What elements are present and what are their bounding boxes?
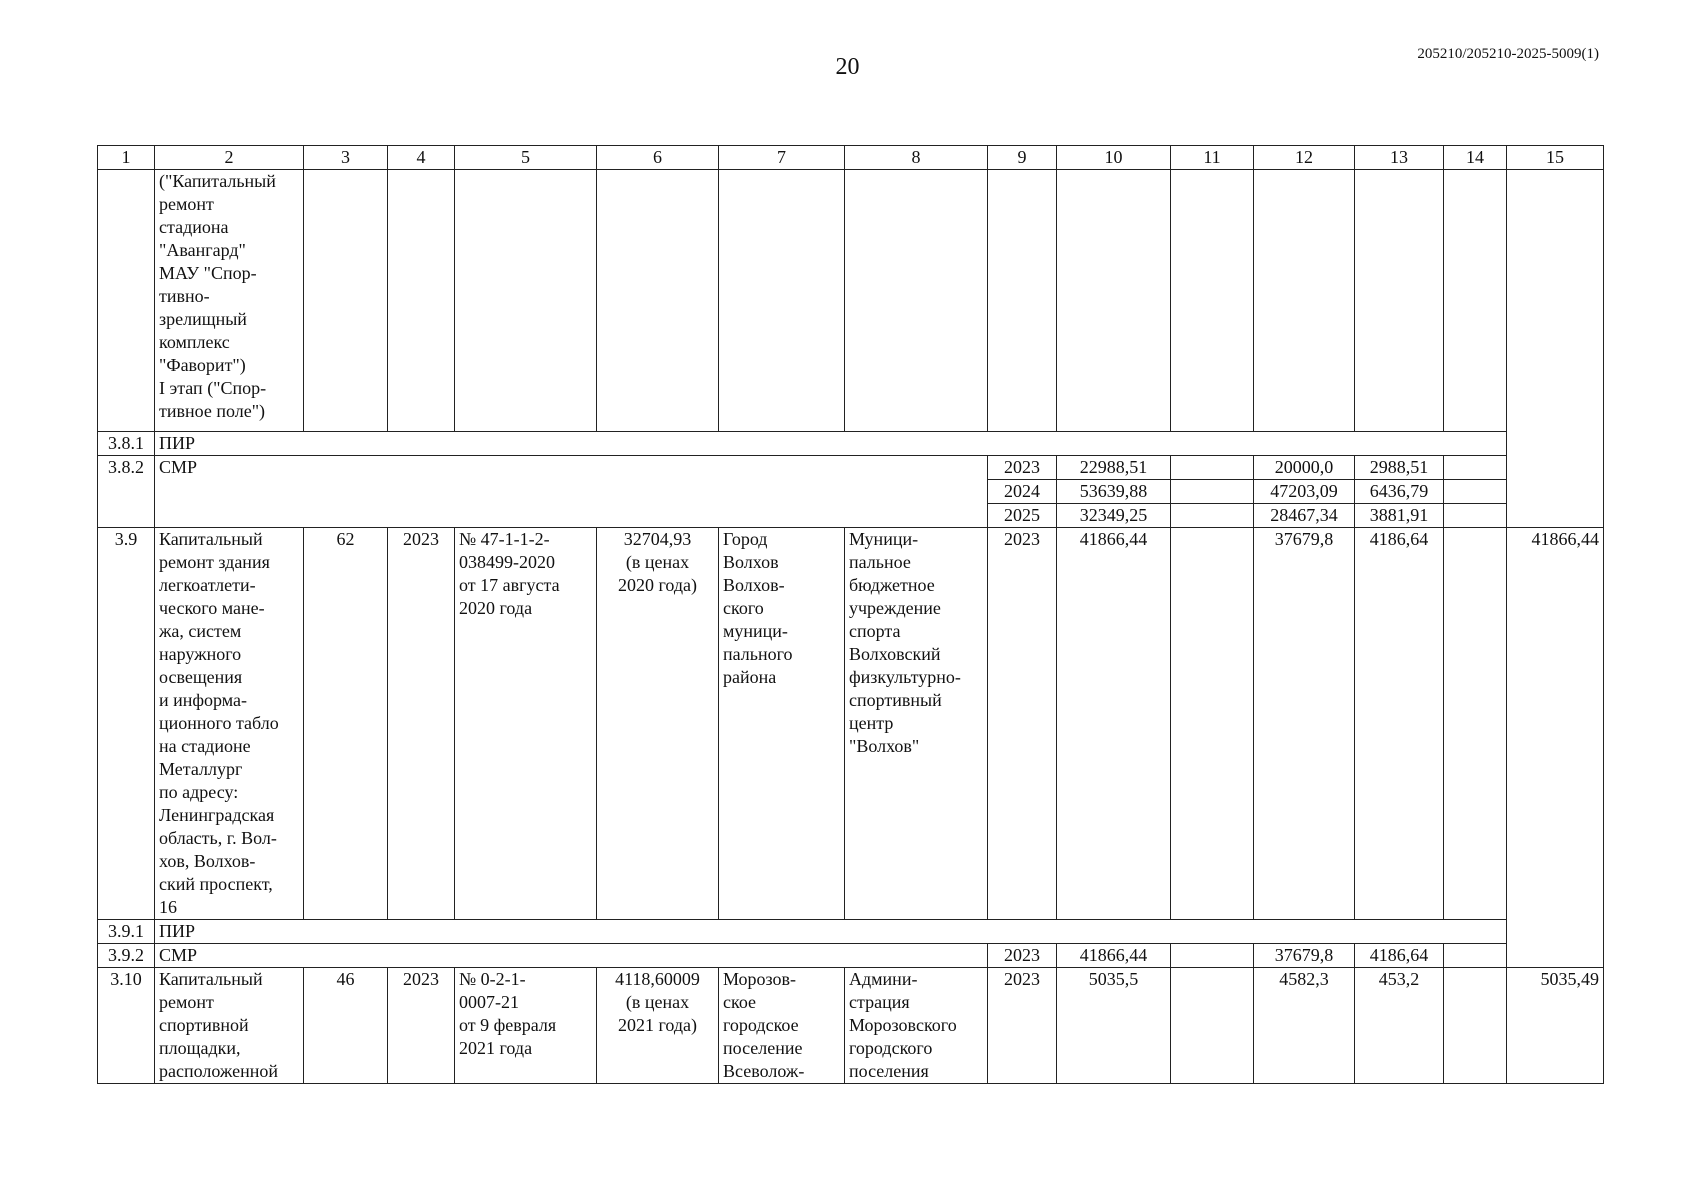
year-cell: 2023	[988, 944, 1057, 968]
row-number: 3.9	[98, 528, 155, 920]
expertise-line: 2021 года	[459, 1038, 533, 1058]
estimate-line: 2021 года)	[617, 1015, 698, 1035]
empty-cell	[1444, 456, 1507, 480]
header-cell: 9	[988, 146, 1057, 170]
row-number: 3.9.2	[98, 944, 155, 968]
year-cell: 2023	[988, 968, 1057, 1084]
row-number: 3.8.2	[98, 456, 155, 528]
object-name-line: Ленинградская	[159, 805, 275, 825]
municipality-cell	[719, 528, 845, 920]
year-cell: 2025	[988, 504, 1057, 528]
table-row-3-9	[98, 528, 1604, 920]
year-cell: 2023	[988, 456, 1057, 480]
object-name-line: ("Капитальный	[159, 171, 276, 191]
estimate-line: 4118,60009	[615, 969, 700, 989]
year-cell: 2024	[988, 480, 1057, 504]
municipality-line: Морозов-	[723, 969, 797, 989]
row-label: СМР	[155, 944, 988, 968]
customer-line: страция	[849, 992, 910, 1012]
expertise-line: № 47-1-1-2-	[459, 529, 550, 549]
regional-cell: 20000,0	[1254, 456, 1355, 480]
object-name-cell	[155, 170, 304, 432]
customer-line: "Волхов"	[849, 736, 920, 756]
customer-line: Админи-	[849, 969, 918, 989]
empty-cell	[719, 170, 845, 432]
row-number: 3.9.1	[98, 920, 155, 944]
total-cell: 53639,88	[1057, 480, 1171, 504]
estimate-line: 2020 года)	[617, 575, 698, 595]
empty-cell	[1355, 170, 1444, 432]
local-cell: 453,2	[1355, 968, 1444, 1084]
object-name-line: зрелищный	[159, 309, 247, 329]
regional-cell: 37679,8	[1254, 528, 1355, 920]
customer-line: спорта	[849, 621, 901, 641]
header-cell: 12	[1254, 146, 1355, 170]
row-label: ПИР	[155, 920, 1507, 944]
expertise-line: от 17 августа	[459, 575, 560, 595]
header-cell: 11	[1171, 146, 1254, 170]
header-cell: 2	[155, 146, 304, 170]
expertise-cell	[455, 528, 597, 920]
empty-cell	[1444, 170, 1507, 432]
estimate-line: (в ценах	[625, 992, 690, 1012]
header-cell: 3	[304, 146, 388, 170]
empty-cell	[1444, 968, 1507, 1084]
col3-cell: 62	[304, 528, 388, 920]
expertise-line: 0007-21	[459, 992, 519, 1012]
cell-num	[98, 170, 155, 432]
object-name-line: ремонт	[159, 194, 214, 214]
header-cell: 10	[1057, 146, 1171, 170]
municipality-line: ского	[723, 598, 764, 618]
header-cell: 7	[719, 146, 845, 170]
estimate-line: (в ценах	[625, 552, 690, 572]
local-cell: 4186,64	[1355, 944, 1444, 968]
empty-cell	[1171, 456, 1254, 480]
object-name-line: Капитальный	[159, 969, 263, 989]
customer-line: центр	[849, 713, 894, 733]
header-cell: 15	[1507, 146, 1604, 170]
object-name-line: стадиона	[159, 217, 229, 237]
object-name-line: ционного табло	[159, 713, 279, 733]
object-name-line: Капитальный	[159, 529, 263, 549]
table-row-3-10	[98, 968, 1604, 1084]
row-number: 3.8.1	[98, 432, 155, 456]
object-name-line: на стадионе	[159, 736, 251, 756]
col4-cell: 2023	[388, 968, 455, 1084]
empty-cell	[845, 170, 988, 432]
customer-line: бюджетное	[849, 575, 935, 595]
object-name-line: площадки,	[159, 1038, 241, 1058]
object-name-line: область, г. Вол-	[159, 828, 277, 848]
empty-cell	[304, 170, 388, 432]
local-cell: 2988,51	[1355, 456, 1444, 480]
municipality-line: Волхов-	[723, 575, 785, 595]
regional-cell: 28467,34	[1254, 504, 1355, 528]
estimate-line: 32704,93	[623, 529, 692, 549]
municipality-line: Город	[723, 529, 768, 549]
customer-cell	[845, 968, 988, 1084]
object-name-line: "Авангард"	[159, 240, 246, 260]
municipality-line: пального	[723, 644, 793, 664]
object-name-line: МАУ "Спор-	[159, 263, 257, 283]
empty-cell	[597, 170, 719, 432]
empty-cell	[1444, 528, 1507, 920]
row-number: 3.10	[98, 968, 155, 1084]
row-label: ПИР	[155, 432, 1507, 456]
object-name-line: легкоатлети-	[159, 575, 256, 595]
header-cell: 8	[845, 146, 988, 170]
estimate-cell	[597, 968, 719, 1084]
empty-cell	[455, 170, 597, 432]
regional-cell: 47203,09	[1254, 480, 1355, 504]
object-name-line: наружного	[159, 644, 242, 664]
empty-cell	[1171, 528, 1254, 920]
customer-line: учреждение	[849, 598, 941, 618]
document-id: 205210/205210-2025-5009(1)	[1417, 46, 1599, 62]
header-cell: 6	[597, 146, 719, 170]
customer-line: спортивный	[849, 690, 942, 710]
customer-line: пальное	[849, 552, 911, 572]
municipality-line: муници-	[723, 621, 788, 641]
col15-cell: 41866,44	[1507, 528, 1604, 968]
local-cell: 4186,64	[1355, 528, 1444, 920]
object-name-line: I этап ("Спор-	[159, 378, 267, 398]
header-cell: 14	[1444, 146, 1507, 170]
municipality-line: района	[723, 667, 777, 687]
municipality-line: ское	[723, 992, 757, 1012]
empty-cell	[1507, 170, 1604, 528]
col3-cell: 46	[304, 968, 388, 1084]
object-name-line: ремонт здания	[159, 552, 270, 572]
empty-cell	[1171, 170, 1254, 432]
object-name-line: спортивной	[159, 1015, 249, 1035]
expertise-line: от 9 февраля	[459, 1015, 557, 1035]
table-row-3-9-2	[98, 944, 1604, 968]
object-name-line: и информа-	[159, 690, 248, 710]
header-cell: 5	[455, 146, 597, 170]
header-cell: 13	[1355, 146, 1444, 170]
expertise-line: 2020 года	[459, 598, 533, 618]
empty-cell	[988, 170, 1057, 432]
estimate-cell	[597, 528, 719, 920]
object-name-line: ремонт	[159, 992, 214, 1012]
col15-cell: 5035,49	[1507, 968, 1604, 1084]
empty-cell	[388, 170, 455, 432]
empty-cell	[1057, 170, 1171, 432]
table-row-3-8	[98, 170, 1604, 432]
municipality-line: Волхов	[723, 552, 779, 572]
header-cell: 1	[98, 146, 155, 170]
customer-cell	[845, 528, 988, 920]
header-cell: 4	[388, 146, 455, 170]
table-row-3-8-1	[98, 432, 1604, 456]
municipality-line: городское	[723, 1015, 799, 1035]
municipality-line: поселение	[723, 1038, 803, 1058]
expertise-cell	[455, 968, 597, 1084]
expertise-line: № 0-2-1-	[459, 969, 526, 989]
table-row-3-8-2	[98, 456, 1604, 480]
object-name-line: освещения	[159, 667, 243, 687]
object-name-line: хов, Волхов-	[159, 851, 256, 871]
customer-line: поселения	[849, 1061, 929, 1081]
object-name-line: жа, систем	[159, 621, 242, 641]
customer-line: Волховский	[849, 644, 941, 664]
object-name-line: "Фаворит")	[159, 355, 246, 375]
customer-line: Морозовского	[849, 1015, 957, 1035]
empty-cell	[1171, 944, 1254, 968]
total-cell: 5035,5	[1057, 968, 1171, 1084]
empty-cell	[1444, 480, 1507, 504]
total-cell: 41866,44	[1057, 944, 1171, 968]
total-cell: 22988,51	[1057, 456, 1171, 480]
object-name-cell	[155, 528, 304, 920]
empty-cell	[1444, 504, 1507, 528]
row-label: СМР	[155, 456, 988, 528]
regional-cell: 37679,8	[1254, 944, 1355, 968]
total-cell: 32349,25	[1057, 504, 1171, 528]
object-name-line: ский проспект,	[159, 874, 273, 894]
col4-cell: 2023	[388, 528, 455, 920]
page-number: 20	[835, 54, 860, 80]
local-cell: 3881,91	[1355, 504, 1444, 528]
object-name-cell	[155, 968, 304, 1084]
object-name-line: 16	[159, 897, 177, 917]
regional-cell: 4582,3	[1254, 968, 1355, 1084]
year-cell: 2023	[988, 528, 1057, 920]
customer-line: физкультурно-	[849, 667, 961, 687]
object-name-line: Металлург	[159, 759, 243, 779]
customer-line: городского	[849, 1038, 933, 1058]
object-name-line: ческого мане-	[159, 598, 265, 618]
empty-cell	[1171, 968, 1254, 1084]
object-name-line: расположенной	[159, 1061, 278, 1081]
object-name-line: комплекс	[159, 332, 230, 352]
object-name-line: тивно-	[159, 286, 210, 306]
municipality-line: Всеволож-	[723, 1061, 805, 1081]
local-cell: 6436,79	[1355, 480, 1444, 504]
empty-cell	[1171, 480, 1254, 504]
total-cell: 41866,44	[1057, 528, 1171, 920]
customer-line: Муници-	[849, 529, 919, 549]
header-row	[98, 146, 1604, 170]
program-table	[97, 145, 1604, 1084]
empty-cell	[1254, 170, 1355, 432]
table-row-3-9-1	[98, 920, 1604, 944]
object-name-line: тивное поле")	[159, 401, 266, 421]
empty-cell	[1171, 504, 1254, 528]
empty-cell	[1444, 944, 1507, 968]
object-name-line: по адресу:	[159, 782, 239, 802]
expertise-line: 038499-2020	[459, 552, 555, 572]
municipality-cell	[719, 968, 845, 1084]
